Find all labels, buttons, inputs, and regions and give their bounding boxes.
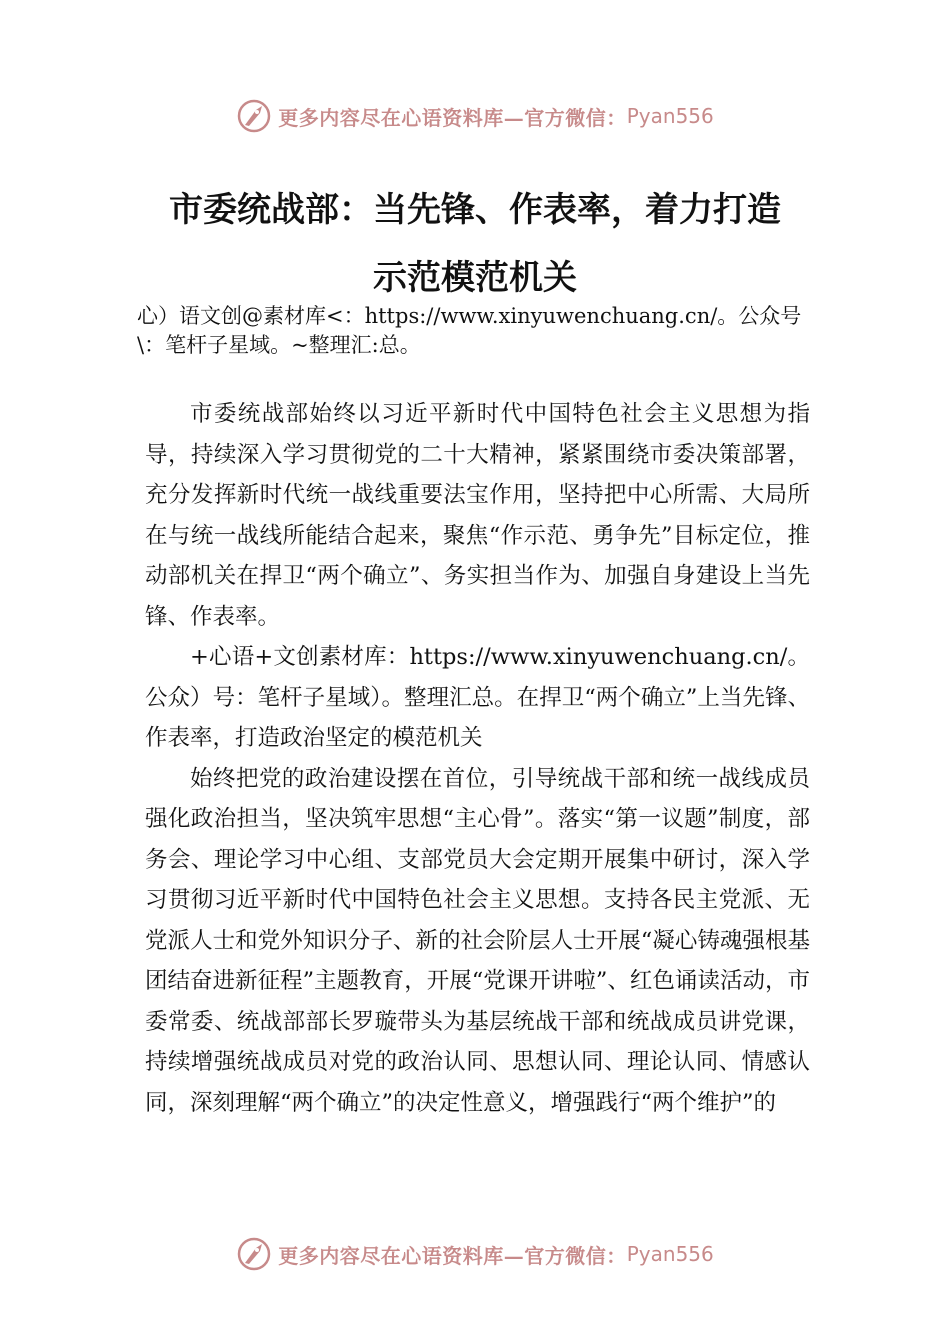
document-body <box>145 394 810 1123</box>
pen-nib-logo-icon <box>236 1236 272 1272</box>
watermark-banner-top <box>0 96 950 136</box>
watermark-id: Pyan556 <box>626 104 714 128</box>
pen-nib-logo-icon <box>236 98 272 134</box>
watermark-text: 更多内容尽在心语资料库—官方微信： <box>278 105 627 130</box>
paragraph: +心语+文创素材库：https://www.xinyuwenchuang.cn/。公众）号：笔杆子星域）。整理汇总。在捍卫“两个确立”上当先锋、作表率，打造政治坚定的模范机关 <box>145 644 810 751</box>
watermark-text: 更多内容尽在心语资料库—官方微信： <box>278 1243 627 1268</box>
source-meta-line: 心）语文创@素材库<：https://www.xinyuwenchuang.cn/。公众号\：笔杆子星域。~整理汇:总。 <box>137 304 802 357</box>
document-title-line2: 示范模范机关 <box>373 258 577 298</box>
watermark-banner-bottom <box>0 1234 950 1274</box>
paragraph: 始终把党的政治建设摆在首位，引导统战干部和统一战线成员强化政治担当，坚决筑牢思想“主心骨”。落实“第一议题”制度，部务会、理论学习中心组、支部党员大会定期开展集中研讨，深入学习贯彻习近平新时代中国特色社会主义思想。支持各民主党派、无党派人士和党外知识分子、新的社会阶层人士开展“凝心铸魂强根基 团结奋进新征程”主题教育，开展“党课开讲啦”、红色诵读活动，市委常委、统战部部长罗璇带头为基层统战干部和统战成员讲党课，持续增强统战成员对党的政治认同、思想认同、理论认同、情感认同，深刻理解“两个确立”的决定性意义，增强践行“两个维护”的 <box>145 765 810 1116</box>
watermark-id: Pyan556 <box>626 1242 714 1266</box>
document-title-line1: 市委统战部：当先锋、作表率，着力打造 <box>169 190 781 230</box>
paragraph: 市委统战部始终以习近平新时代中国特色社会主义思想为指导，持续深入学习贯彻党的二十大精神，紧紧围绕市委决策部署，充分发挥新时代统一战线重要法宝作用，坚持把中心所需、大局所在与统一战线所能结合起来，聚焦“作示范、勇争先”目标定位，推动部机关在捍卫“两个确立”、务实担当作为、加强自身建设上当先锋、作表率。 <box>145 401 810 630</box>
